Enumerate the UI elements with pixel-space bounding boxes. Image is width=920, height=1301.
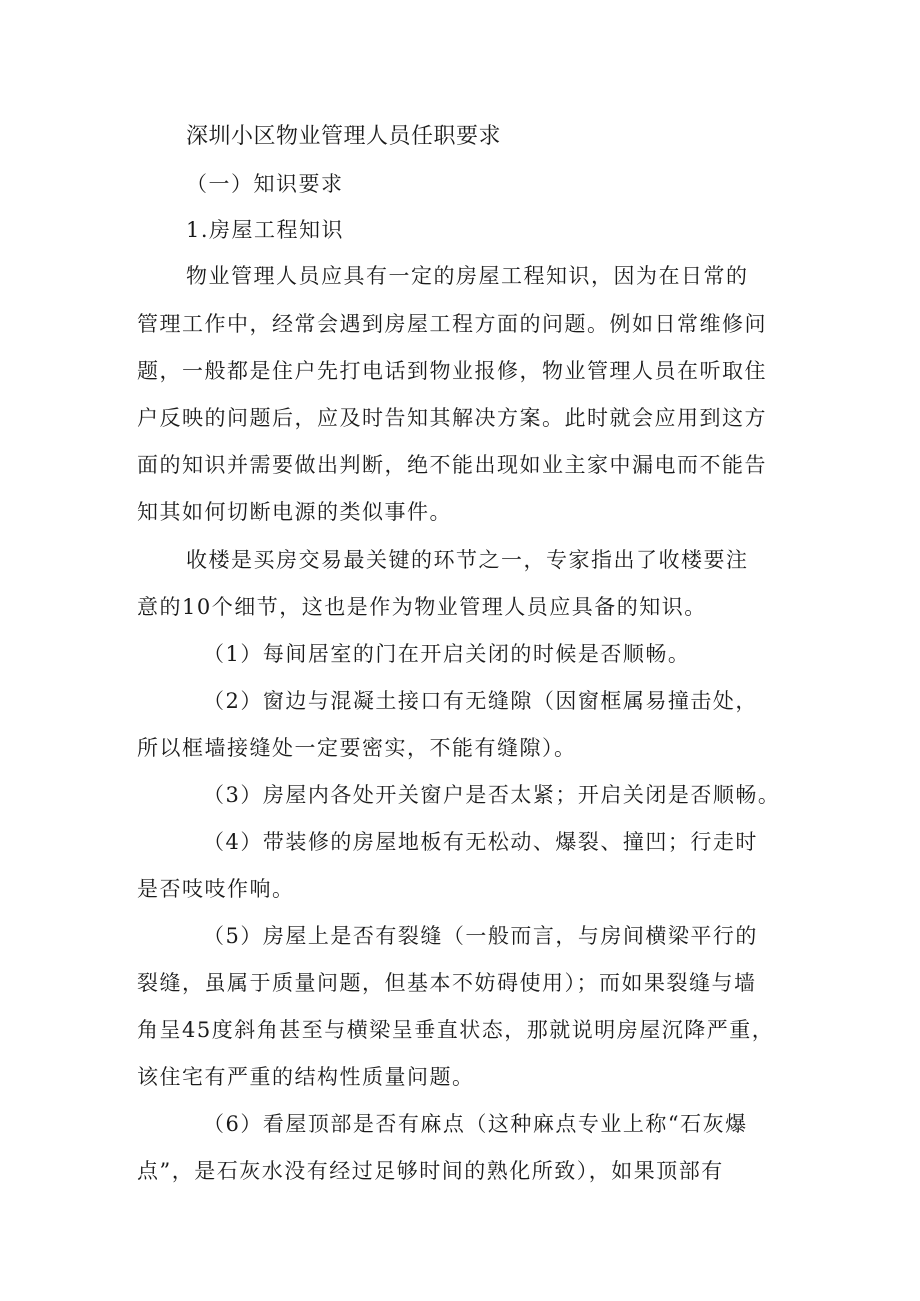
paragraph-line: 面的知识并需要做出判断，绝不能出现如业主家中漏电而不能告 xyxy=(137,453,767,477)
list-item-line: 是否吱吱作响。 xyxy=(137,877,295,901)
list-item-line: （4）带装修的房屋地板有无松动、爆裂、撞凹；行走时 xyxy=(203,830,758,854)
list-item-line: （3）房屋内各处开关窗户是否太紧；开启关闭是否顺畅。 xyxy=(203,783,781,807)
list-item-line: （6）看屋顶部是否有麻点（这种麻点专业上称“石灰爆 xyxy=(203,1112,748,1136)
paragraph-line: 户反映的问题后，应及时告知其解决方案。此时就会应用到这方 xyxy=(137,406,767,430)
document-title: 深圳小区物业管理人员任职要求 xyxy=(186,124,502,149)
list-item-line: 角呈45度斜角甚至与横梁呈垂直状态，那就说明房屋沉降严重， xyxy=(137,1018,775,1042)
list-item-line: 所以框墙接缝处一定要密实，不能有缝隙）。 xyxy=(137,736,577,760)
list-item-line: （5）房屋上是否有裂缝（一般而言，与房间横梁平行的 xyxy=(203,924,758,948)
paragraph-line: 题，一般都是住户先打电话到物业报修，物业管理人员在听取住 xyxy=(137,359,767,383)
paragraph-line: 物业管理人员应具有一定的房屋工程知识，因为在日常的 xyxy=(186,264,749,288)
section-heading: （一）知识要求 xyxy=(186,172,344,196)
list-item-line: 点”，是石灰水没有经过足够时间的熟化所致），如果顶部有 xyxy=(137,1159,724,1183)
paragraph-line: 收楼是买房交易最关键的环节之一，专家指出了收楼要注 xyxy=(186,548,749,572)
paragraph-line: 知其如何切断电源的类似事件。 xyxy=(137,500,452,524)
subsection-heading: 1.房屋工程知识 xyxy=(186,218,345,242)
paragraph-line: 意的10个细节，这也是作为物业管理人员应具备的知识。 xyxy=(137,595,707,619)
list-item-line: （1）每间居室的门在开启关闭的时候是否顺畅。 xyxy=(203,642,691,666)
list-item-line: 裂缝，虽属于质量问题，但基本不妨碍使用）；而如果裂缝与墙 xyxy=(137,971,757,995)
paragraph-line: 管理工作中，经常会遇到房屋工程方面的问题。例如日常维修问 xyxy=(137,312,767,336)
list-item-line: 该住宅有严重的结构性质量问题。 xyxy=(137,1065,475,1089)
list-item-line: （2）窗边与混凝土接口有无缝隙（因窗框属易撞击处， xyxy=(203,689,758,713)
